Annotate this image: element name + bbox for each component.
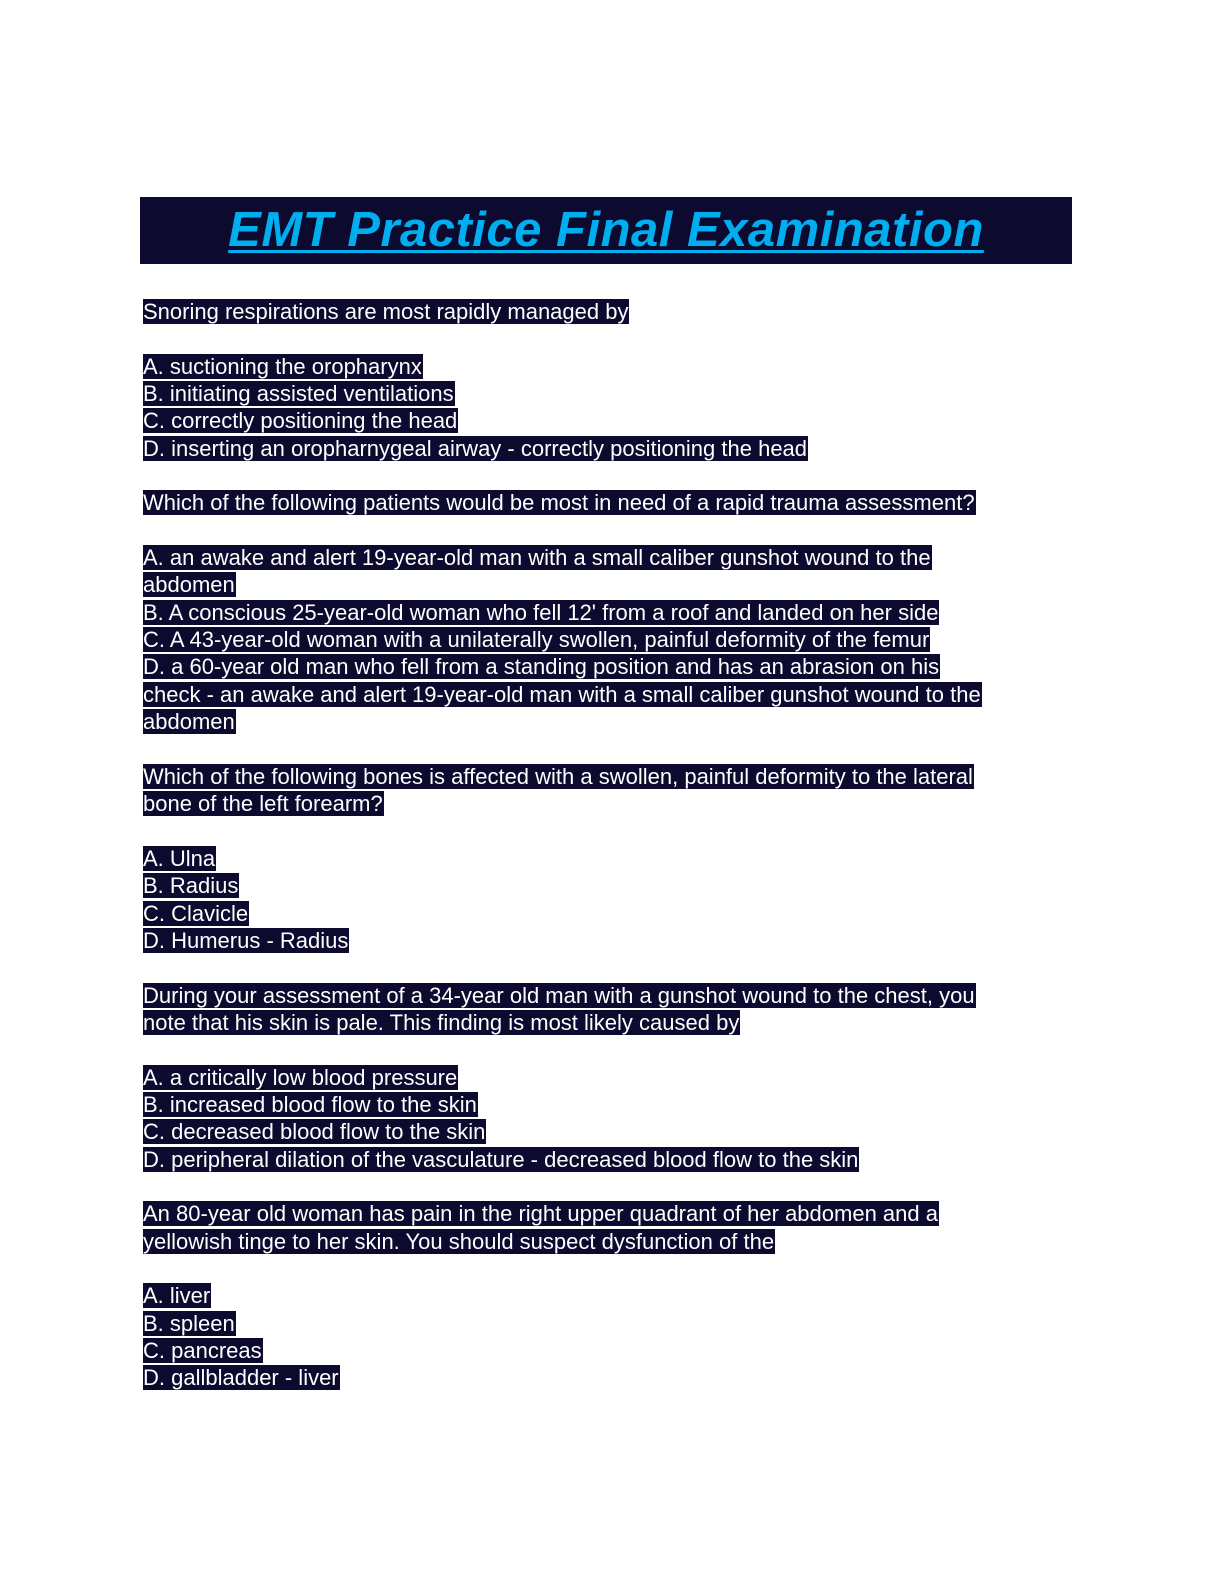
spacer [143, 1392, 1103, 1419]
question-text: yellowish tinge to her skin. You should suspect dysfunction of the [143, 1228, 775, 1254]
answer-option-line [143, 626, 1103, 653]
answer-option-text: D. peripheral dilation of the vasculature - decreased blood flow to the skin [143, 1146, 859, 1172]
answer-option-line [143, 380, 1103, 407]
answer-option-text: C. pancreas [143, 1338, 262, 1364]
answer-option-line [143, 1118, 1103, 1145]
answer-option-line [143, 544, 1103, 571]
spacer [143, 1036, 1103, 1063]
answer-option-text: A. a critically low blood pressure [143, 1064, 458, 1090]
answer-option-text: D. Humerus - Radius [143, 927, 349, 953]
answer-option-line [143, 900, 1103, 927]
spacer [143, 1173, 1103, 1200]
answer-option-line [143, 1146, 1103, 1173]
answer-option-line [143, 599, 1103, 626]
question-block [143, 298, 1103, 489]
spacer [143, 736, 1103, 763]
question-line [143, 790, 1103, 817]
answer-option-line [143, 681, 1103, 708]
answer-option-text: A. an awake and alert 19-year-old man with a small caliber gunshot wound to the [143, 545, 931, 571]
answer-option-line [143, 1310, 1103, 1337]
document-title: EMT Practice Final Examination [228, 203, 984, 257]
question-list [143, 298, 1103, 1419]
answer-option-line [143, 845, 1103, 872]
question-block [143, 763, 1103, 982]
question-text: An 80-year old woman has pain in the right upper quadrant of her abdomen and a [143, 1201, 938, 1227]
question-block [143, 1200, 1103, 1419]
answer-option-line [143, 1282, 1103, 1309]
answer-option-line [143, 1064, 1103, 1091]
answer-option-line [143, 1364, 1103, 1391]
answer-option-line [143, 708, 1103, 735]
answer-option-text: B. spleen [143, 1310, 235, 1336]
answer-option-text: abdomen [143, 709, 235, 735]
question-text: Snoring respirations are most rapidly managed by [143, 299, 629, 324]
answer-option-text: B. initiating assisted ventilations [143, 381, 454, 407]
answer-option-text: A. Ulna [143, 845, 216, 871]
question-line [143, 763, 1103, 790]
question-line [143, 1200, 1103, 1227]
answer-option-line [143, 872, 1103, 899]
answer-option-line [143, 927, 1103, 954]
spacer [143, 954, 1103, 981]
answer-option-line [143, 435, 1103, 462]
answer-option-text: C. A 43-year-old woman with a unilaterally swollen, painful deformity of the femur [143, 627, 930, 653]
answer-option-text: B. increased blood flow to the skin [143, 1091, 477, 1117]
answer-option-text: C. Clavicle [143, 900, 249, 926]
question-text: note that his skin is pale. This finding is most likely caused by [143, 1009, 740, 1035]
answer-option-line [143, 1091, 1103, 1118]
answer-option-line [143, 353, 1103, 380]
title-banner [140, 197, 1072, 264]
question-block [143, 489, 1103, 762]
spacer [143, 325, 1103, 352]
spacer [143, 1255, 1103, 1282]
answer-option-text: D. inserting an oropharnygeal airway - correctly positioning the head [143, 435, 808, 461]
answer-option-text: B. Radius [143, 873, 239, 899]
question-line [143, 1228, 1103, 1255]
answer-option-text: D. gallbladder - liver [143, 1365, 339, 1391]
question-text: bone of the left forearm? [143, 791, 383, 817]
answer-option-text: B. A conscious 25-year-old woman who fell 12' from a roof and landed on her side [143, 599, 939, 625]
answer-option-text: A. suctioning the oropharynx [143, 353, 422, 379]
answer-option-text: D. a 60-year old man who fell from a standing position and has an abrasion on his [143, 654, 940, 680]
spacer [143, 818, 1103, 845]
answer-option-text: C. correctly positioning the head [143, 408, 458, 434]
answer-option-text: C. decreased blood flow to the skin [143, 1119, 486, 1145]
question-text: During your assessment of a 34-year old man with a gunshot wound to the chest, you [143, 982, 975, 1008]
answer-option-text: A. liver [143, 1283, 211, 1309]
question-block [143, 982, 1103, 1201]
answer-option-text: check - an awake and alert 19-year-old man with a small caliber gunshot wound to the [143, 681, 981, 707]
question-text: Which of the following patients would be most in need of a rapid trauma assessment? [143, 490, 975, 516]
question-line [143, 982, 1103, 1009]
answer-option-line [143, 571, 1103, 598]
question-line [143, 489, 1103, 516]
answer-option-text: abdomen [143, 572, 235, 598]
question-line [143, 1009, 1103, 1036]
question-text: Which of the following bones is affected with a swollen, painful deformity to the lateral [143, 763, 973, 789]
answer-option-line [143, 1337, 1103, 1364]
question-line [143, 298, 1103, 325]
spacer [143, 517, 1103, 544]
answer-option-line [143, 407, 1103, 434]
answer-option-line [143, 653, 1103, 680]
spacer [143, 462, 1103, 489]
